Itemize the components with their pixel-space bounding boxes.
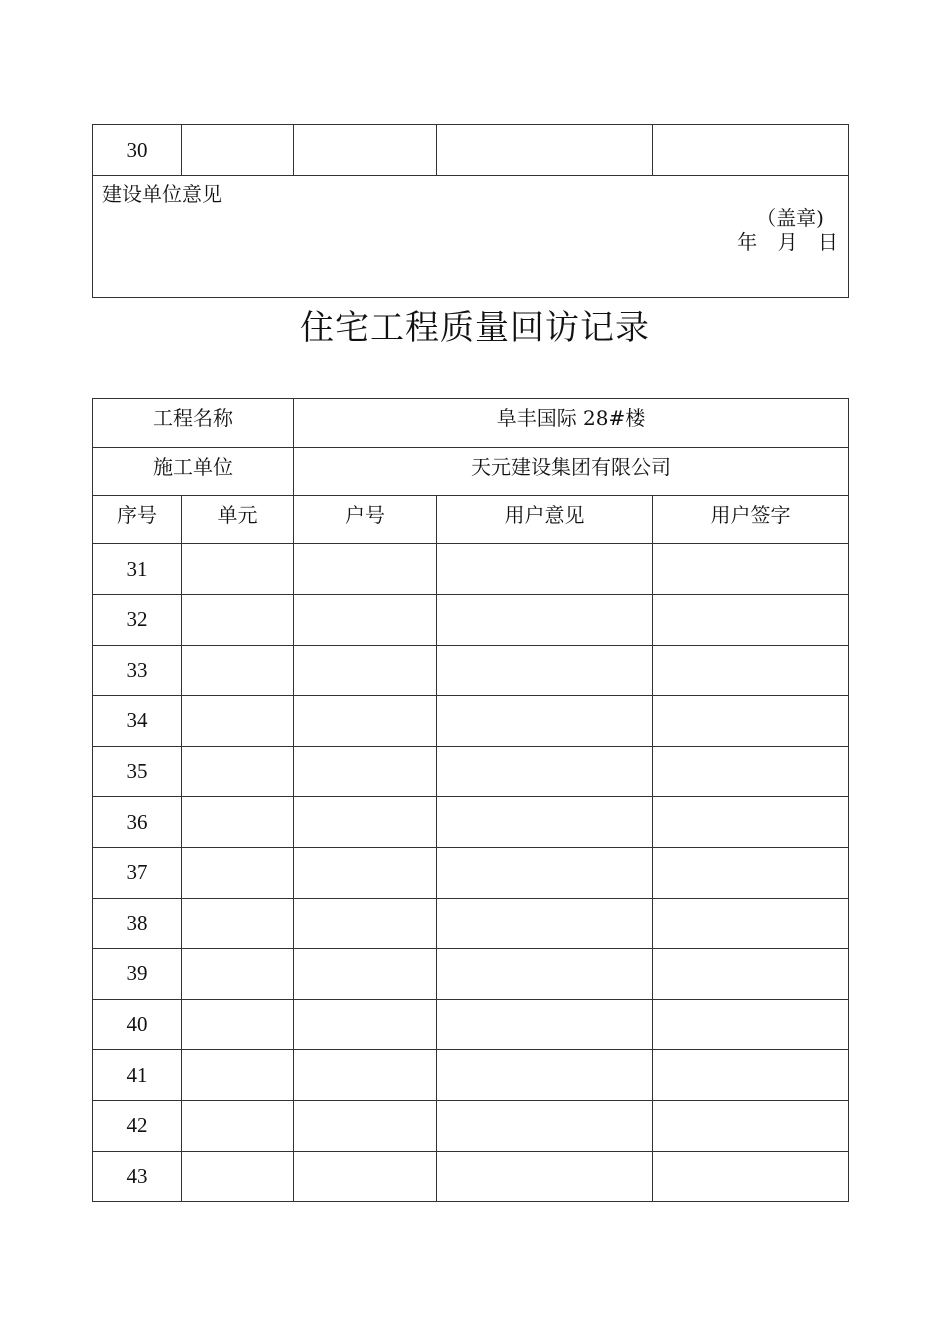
unit-cell — [182, 1050, 294, 1101]
builder-opinion-cell — [93, 176, 849, 298]
signature-cell — [653, 797, 849, 848]
household-cell — [294, 125, 437, 176]
signature-cell — [653, 595, 849, 646]
signature-cell — [653, 696, 849, 747]
opinion-cell — [437, 1050, 653, 1101]
document-title: 住宅工程质量回访记录 — [300, 308, 650, 348]
opinion-cell — [437, 696, 653, 747]
signature-cell — [653, 125, 849, 176]
signature-cell — [653, 1151, 849, 1202]
opinion-cell — [437, 1151, 653, 1202]
opinion-cell — [437, 898, 653, 949]
column-header-opinion: 用户意见 — [437, 496, 653, 544]
unit-cell — [182, 746, 294, 797]
record-rows — [93, 544, 849, 1202]
date-year: 年 — [737, 230, 758, 254]
household-cell — [294, 898, 437, 949]
opinion-cell — [437, 949, 653, 1000]
opinion-cell — [437, 797, 653, 848]
row-number-cell: 36 — [93, 797, 182, 848]
row-number-cell: 34 — [93, 696, 182, 747]
unit-cell — [182, 1100, 294, 1151]
opinion-cell — [437, 847, 653, 898]
household-cell — [294, 797, 437, 848]
contractor-value: 天元建设集团有限公司 — [294, 448, 849, 496]
signature-cell — [653, 1050, 849, 1101]
unit-cell — [182, 797, 294, 848]
project-name-value: 阜丰国际 28#楼 — [294, 399, 849, 448]
unit-cell — [182, 125, 294, 176]
row-number-cell: 41 — [93, 1050, 182, 1101]
household-cell — [294, 746, 437, 797]
table-row — [93, 746, 849, 797]
unit-cell — [182, 595, 294, 646]
seal-label: （盖章) — [756, 206, 824, 230]
household-cell — [294, 1050, 437, 1101]
column-header-row — [93, 496, 849, 544]
household-cell — [294, 696, 437, 747]
table-row — [93, 949, 849, 1000]
household-cell — [294, 1100, 437, 1151]
signature-cell — [653, 1100, 849, 1151]
table-row — [93, 797, 849, 848]
table-row — [93, 645, 849, 696]
date-month: 月 — [777, 230, 798, 254]
household-cell — [294, 595, 437, 646]
table-row — [93, 696, 849, 747]
signature-cell — [653, 949, 849, 1000]
opinion-cell — [437, 645, 653, 696]
opinion-cell — [437, 544, 653, 595]
previous-page-table — [92, 124, 849, 298]
household-cell — [294, 999, 437, 1050]
table-row — [93, 999, 849, 1050]
contractor-label: 施工单位 — [93, 448, 294, 496]
opinion-cell — [437, 746, 653, 797]
date-line — [723, 226, 838, 255]
date-day: 日 — [818, 230, 838, 254]
column-header-household: 户号 — [294, 496, 437, 544]
row-number-cell: 42 — [93, 1100, 182, 1151]
row-number-cell: 40 — [93, 999, 182, 1050]
row-number-cell: 39 — [93, 949, 182, 1000]
visit-record-table — [92, 398, 849, 1202]
row-number-cell: 35 — [93, 746, 182, 797]
unit-cell — [182, 1151, 294, 1202]
table-row — [93, 125, 849, 176]
column-header-seq: 序号 — [93, 496, 182, 544]
contractor-row — [93, 448, 849, 496]
project-name-row — [93, 399, 849, 448]
table-row — [93, 1100, 849, 1151]
table-row — [93, 847, 849, 898]
household-cell — [294, 544, 437, 595]
opinion-cell — [437, 1100, 653, 1151]
signature-cell — [653, 999, 849, 1050]
row-number-cell: 33 — [93, 645, 182, 696]
row-number-cell: 32 — [93, 595, 182, 646]
opinion-cell — [437, 999, 653, 1050]
household-cell — [294, 847, 437, 898]
project-name-label: 工程名称 — [93, 399, 294, 448]
row-number-cell: 31 — [93, 544, 182, 595]
opinion-cell — [437, 125, 653, 176]
table-row — [93, 898, 849, 949]
row-number-cell: 38 — [93, 898, 182, 949]
signature-cell — [653, 746, 849, 797]
unit-cell — [182, 999, 294, 1050]
row-number-cell: 30 — [93, 125, 182, 176]
signature-cell — [653, 898, 849, 949]
column-header-signature: 用户签字 — [653, 496, 849, 544]
unit-cell — [182, 544, 294, 595]
row-number-cell: 37 — [93, 847, 182, 898]
unit-cell — [182, 847, 294, 898]
unit-cell — [182, 645, 294, 696]
table-row — [93, 1151, 849, 1202]
opinion-cell — [437, 595, 653, 646]
signature-cell — [653, 645, 849, 696]
builder-opinion-row — [93, 176, 849, 298]
household-cell — [294, 645, 437, 696]
household-cell — [294, 1151, 437, 1202]
table-row — [93, 1050, 849, 1101]
builder-opinion-label: 建设单位意见 — [102, 182, 222, 206]
unit-cell — [182, 898, 294, 949]
table-row — [93, 595, 849, 646]
unit-cell — [182, 696, 294, 747]
signature-cell — [653, 544, 849, 595]
table-row — [93, 544, 849, 595]
unit-cell — [182, 949, 294, 1000]
row-number-cell: 43 — [93, 1151, 182, 1202]
signature-cell — [653, 847, 849, 898]
household-cell — [294, 949, 437, 1000]
column-header-unit: 单元 — [182, 496, 294, 544]
